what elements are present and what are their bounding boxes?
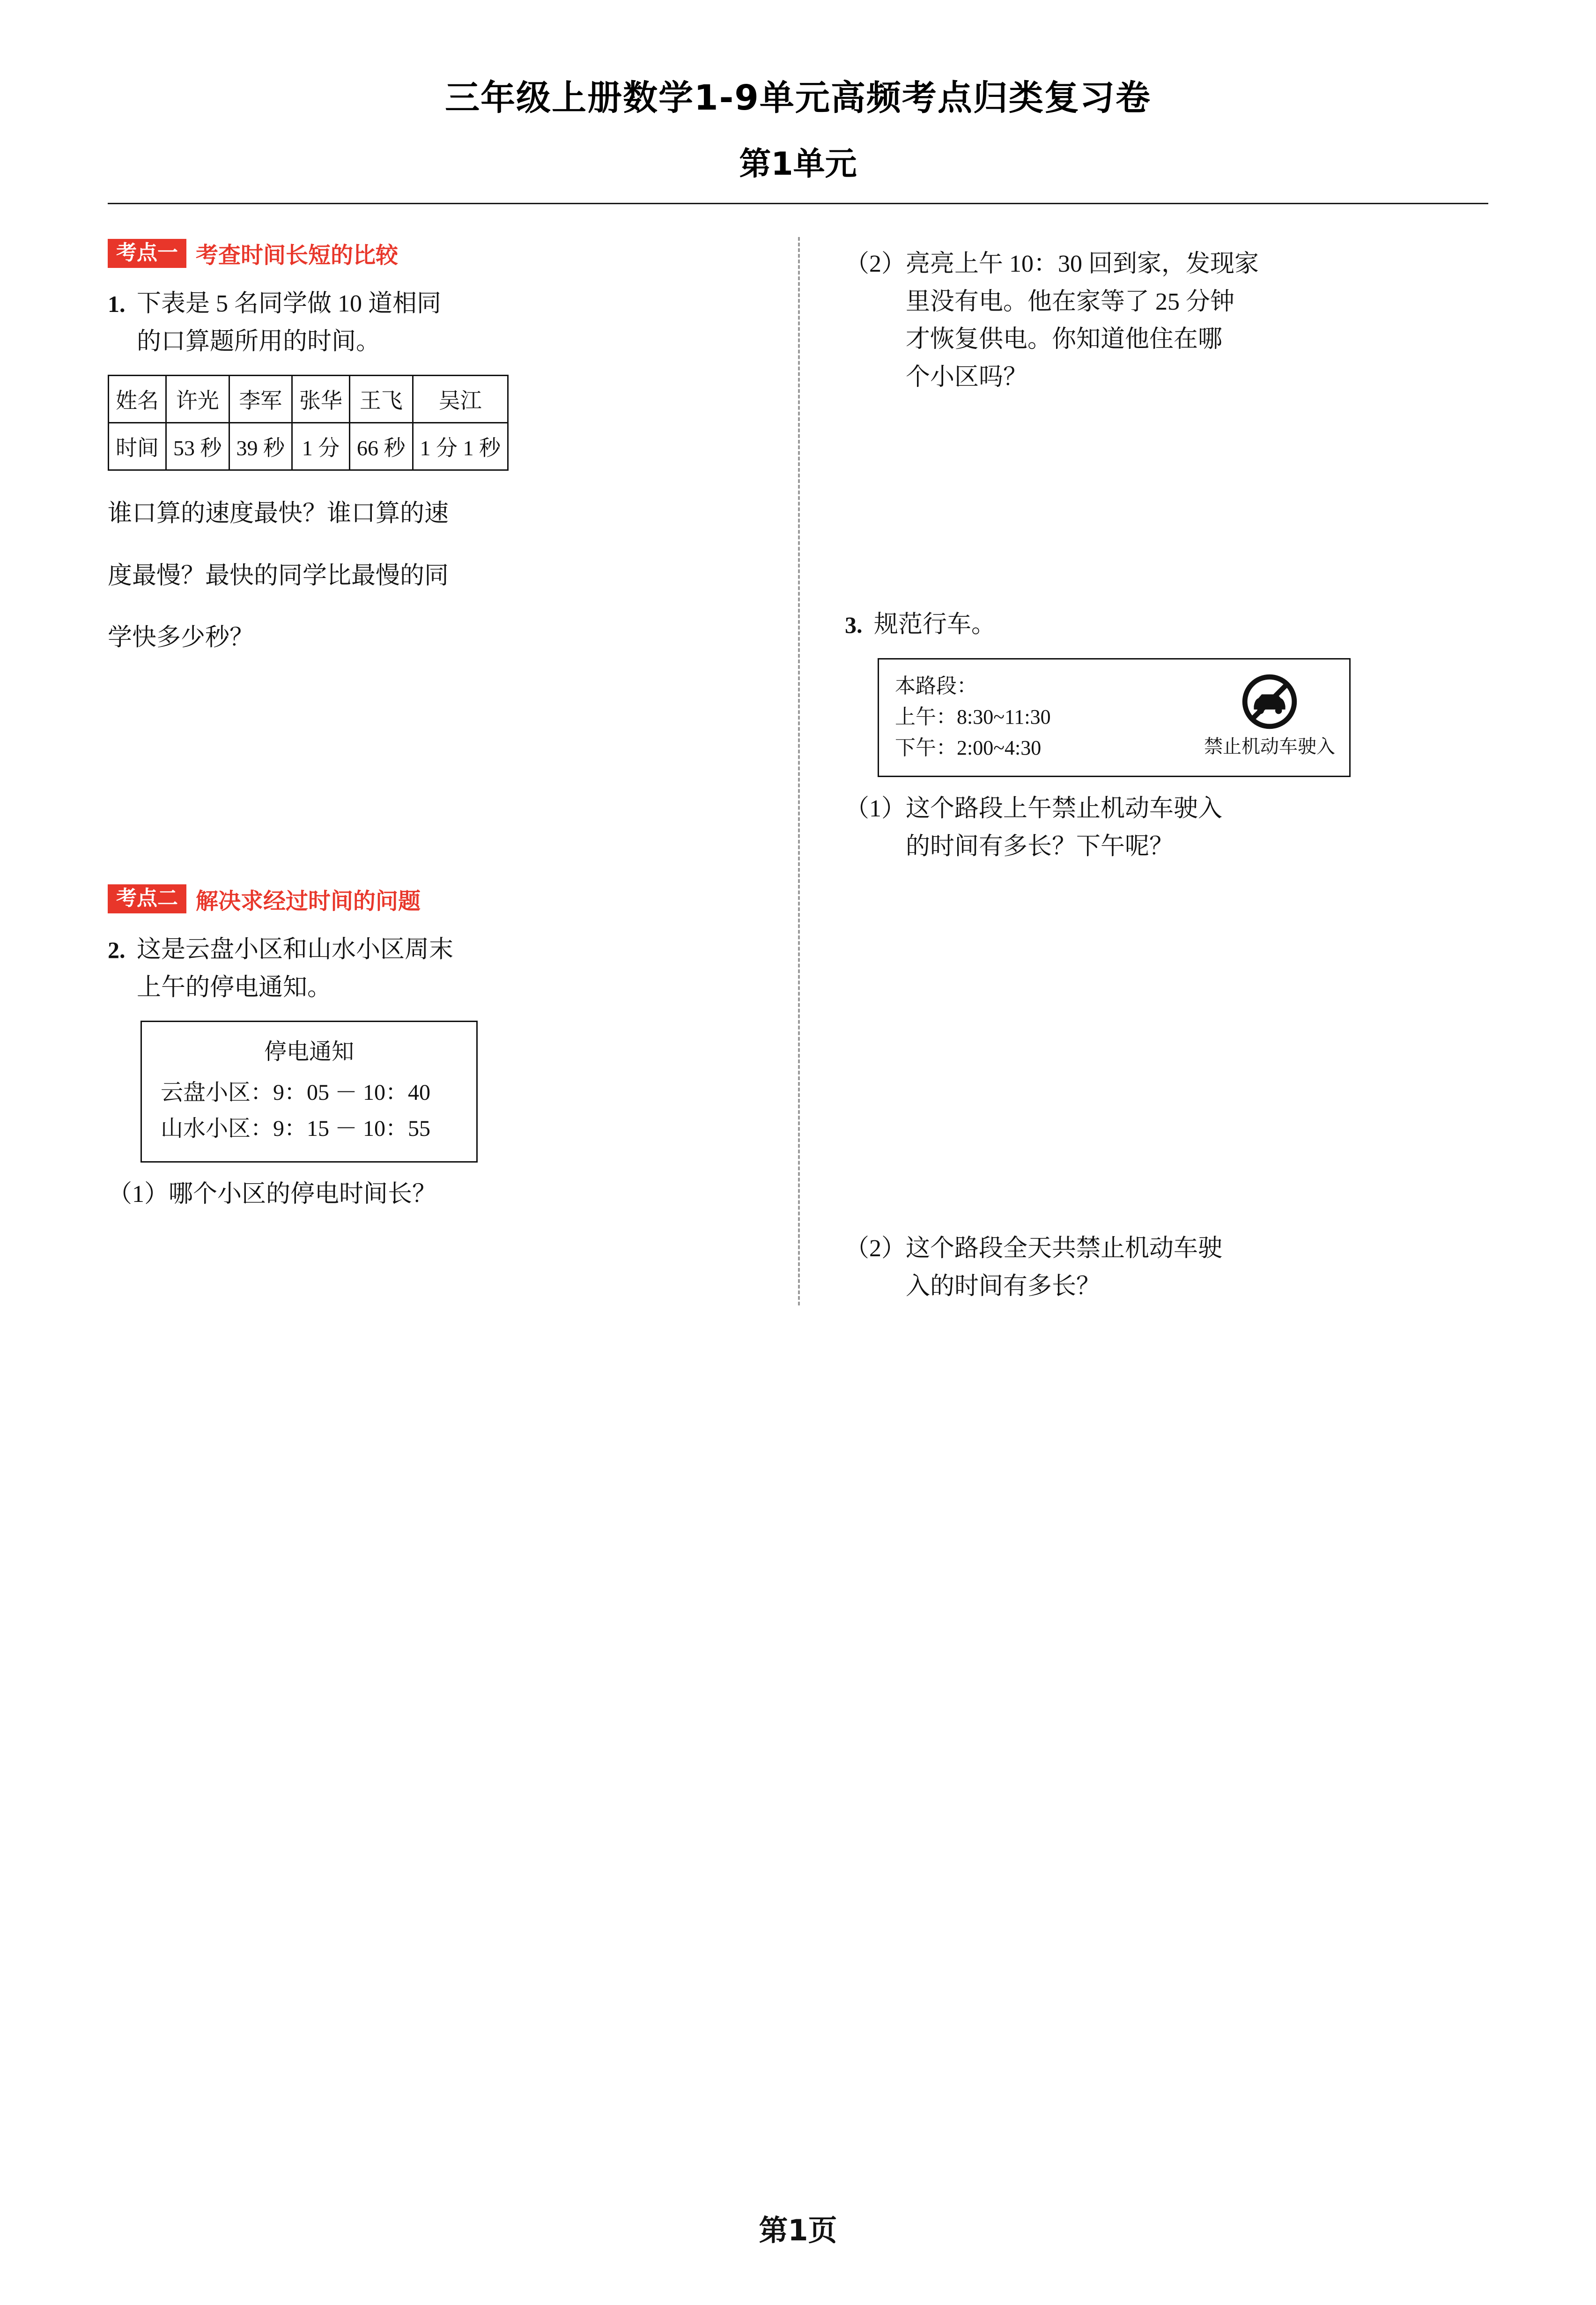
kaodian-two-heading (108, 883, 756, 915)
question-2-body (137, 931, 756, 1007)
question-2-sub-2-text (906, 245, 1488, 396)
table-row-names (109, 376, 508, 423)
question-2-sub-2 (845, 245, 1488, 396)
question-3-sub-1-label: （1） (845, 795, 906, 822)
table-header-name: 姓名 (109, 376, 166, 423)
table-cell-time-0: 53 秒 (166, 423, 229, 470)
right-column (798, 237, 1488, 1305)
road-sign-line-1: 本路段： (895, 674, 977, 697)
kaodian-one-heading (108, 237, 756, 269)
question-3-sub-1 (845, 790, 1488, 866)
kaodian-two-tag: 考点二 (108, 884, 186, 913)
question-2-sub-2-line-3: 才恢复供电。你知道他住在哪 (906, 326, 1223, 353)
question-1-line-1: 下表是 5 名同学做 10 道相同 (137, 290, 442, 317)
table-cell-time-4: 1 分 1 秒 (413, 423, 508, 470)
question-3 (845, 606, 1488, 644)
question-1-prompt-line-2: 度最慢？最快的同学比最慢的同 (108, 562, 449, 589)
question-2-sub-1 (108, 1176, 756, 1214)
question-2-sub-2-line-4: 个小区吗？ (906, 363, 1028, 391)
question-1 (108, 285, 756, 361)
question-2-sub-1-label: （1） (108, 1180, 169, 1208)
answer-space-q1 (108, 682, 756, 883)
table-cell-name-0: 许光 (166, 376, 229, 423)
header-divider (108, 203, 1488, 204)
table-cell-name-4: 吴江 (413, 376, 508, 423)
question-3-sub-2 (845, 1230, 1488, 1305)
left-column (108, 237, 798, 1305)
question-2-sub-2-line-2: 里没有电。他在家等了 25 分钟 (906, 288, 1235, 315)
road-sign-line-2: 上午：8:30~11:30 (895, 705, 1051, 728)
notice-title: 停电通知 (264, 1039, 354, 1065)
answer-space-q3-1 (845, 866, 1488, 1067)
notice-line-1: 云盘小区：9：05 － 10：40 (161, 1080, 431, 1105)
question-2-sub-2-label: （2） (845, 251, 906, 277)
table-cell-name-3: 王飞 (350, 376, 413, 423)
table-cell-name-2: 张华 (292, 376, 350, 423)
road-sign-caption: 禁止机动车驶入 (1204, 735, 1335, 757)
question-2-line-1: 这是云盘小区和山水小区周末 (137, 936, 454, 963)
question-3-title: 规范行车。 (874, 611, 996, 638)
question-3-sub-1-line-2: 的时间有多长？下午呢？ (906, 833, 1174, 860)
road-sign-text (895, 671, 1199, 763)
question-1-prompt (108, 495, 756, 657)
page-header (0, 0, 1596, 184)
kaodian-two-text: 解决求经过时间的问题 (196, 888, 421, 914)
column-divider (798, 237, 800, 1305)
notice-line-2: 山水小区：9：15 － 10：55 (161, 1116, 431, 1141)
question-2-sub-1-text: 哪个小区的停电时间长？ (169, 1180, 437, 1208)
question-1-line-2: 的口算题所用的时间。 (137, 328, 381, 355)
question-3-sub-2-label: （2） (845, 1235, 906, 1262)
table-row-times (109, 423, 508, 470)
question-3-sub-1-text (906, 790, 1488, 866)
question-1-prompt-line-1: 谁口算的速度最快？谁口算的速 (108, 500, 449, 527)
time-table (108, 375, 509, 471)
question-2 (108, 931, 756, 1007)
question-1-number: 1. (108, 291, 126, 317)
page-footer (0, 2207, 1596, 2249)
table-cell-name-1: 李军 (229, 376, 292, 423)
content-columns (108, 237, 1488, 1305)
kaodian-one-text: 考查时间长短的比较 (196, 242, 399, 268)
answer-space-q3-1-extra (845, 1067, 1488, 1222)
road-sign-box (878, 658, 1351, 777)
table-cell-time-3: 66 秒 (350, 423, 413, 470)
page-title: 三年级上册数学1-9单元高频考点归类复习卷 (445, 78, 1151, 118)
road-sign-line-3: 下午：2:00~4:30 (895, 736, 1042, 759)
road-sign-symbol (1204, 674, 1335, 761)
question-3-number: 3. (845, 612, 863, 638)
question-1-prompt-line-3: 学快多少秒？ (108, 624, 254, 652)
question-3-sub-2-text (906, 1230, 1488, 1305)
question-2-line-2: 上午的停电通知。 (137, 974, 332, 1001)
question-3-sub-2-line-1: 这个路段全天共禁止机动车驶 (906, 1235, 1223, 1262)
question-2-sub-2-line-1: 亮亮上午 10：30 回到家，发现家 (906, 251, 1259, 277)
table-cell-time-2: 1 分 (292, 423, 350, 470)
question-3-sub-2-line-2: 入的时间有多长？ (906, 1273, 1101, 1300)
page-number-label: 第1页 (759, 2213, 837, 2247)
power-outage-notice (140, 1021, 478, 1162)
answer-space-q2 (845, 396, 1488, 598)
kaodian-one-tag: 考点一 (108, 239, 186, 268)
no-motor-vehicle-icon (1241, 674, 1298, 730)
question-3-sub-1-line-1: 这个路段上午禁止机动车驶入 (906, 795, 1223, 822)
question-3-body (874, 606, 1488, 644)
question-1-body (137, 285, 756, 361)
page-subtitle: 第1单元 (739, 146, 857, 183)
table-header-time: 时间 (109, 423, 166, 470)
question-2-number: 2. (108, 936, 126, 963)
table-cell-time-1: 39 秒 (229, 423, 292, 470)
